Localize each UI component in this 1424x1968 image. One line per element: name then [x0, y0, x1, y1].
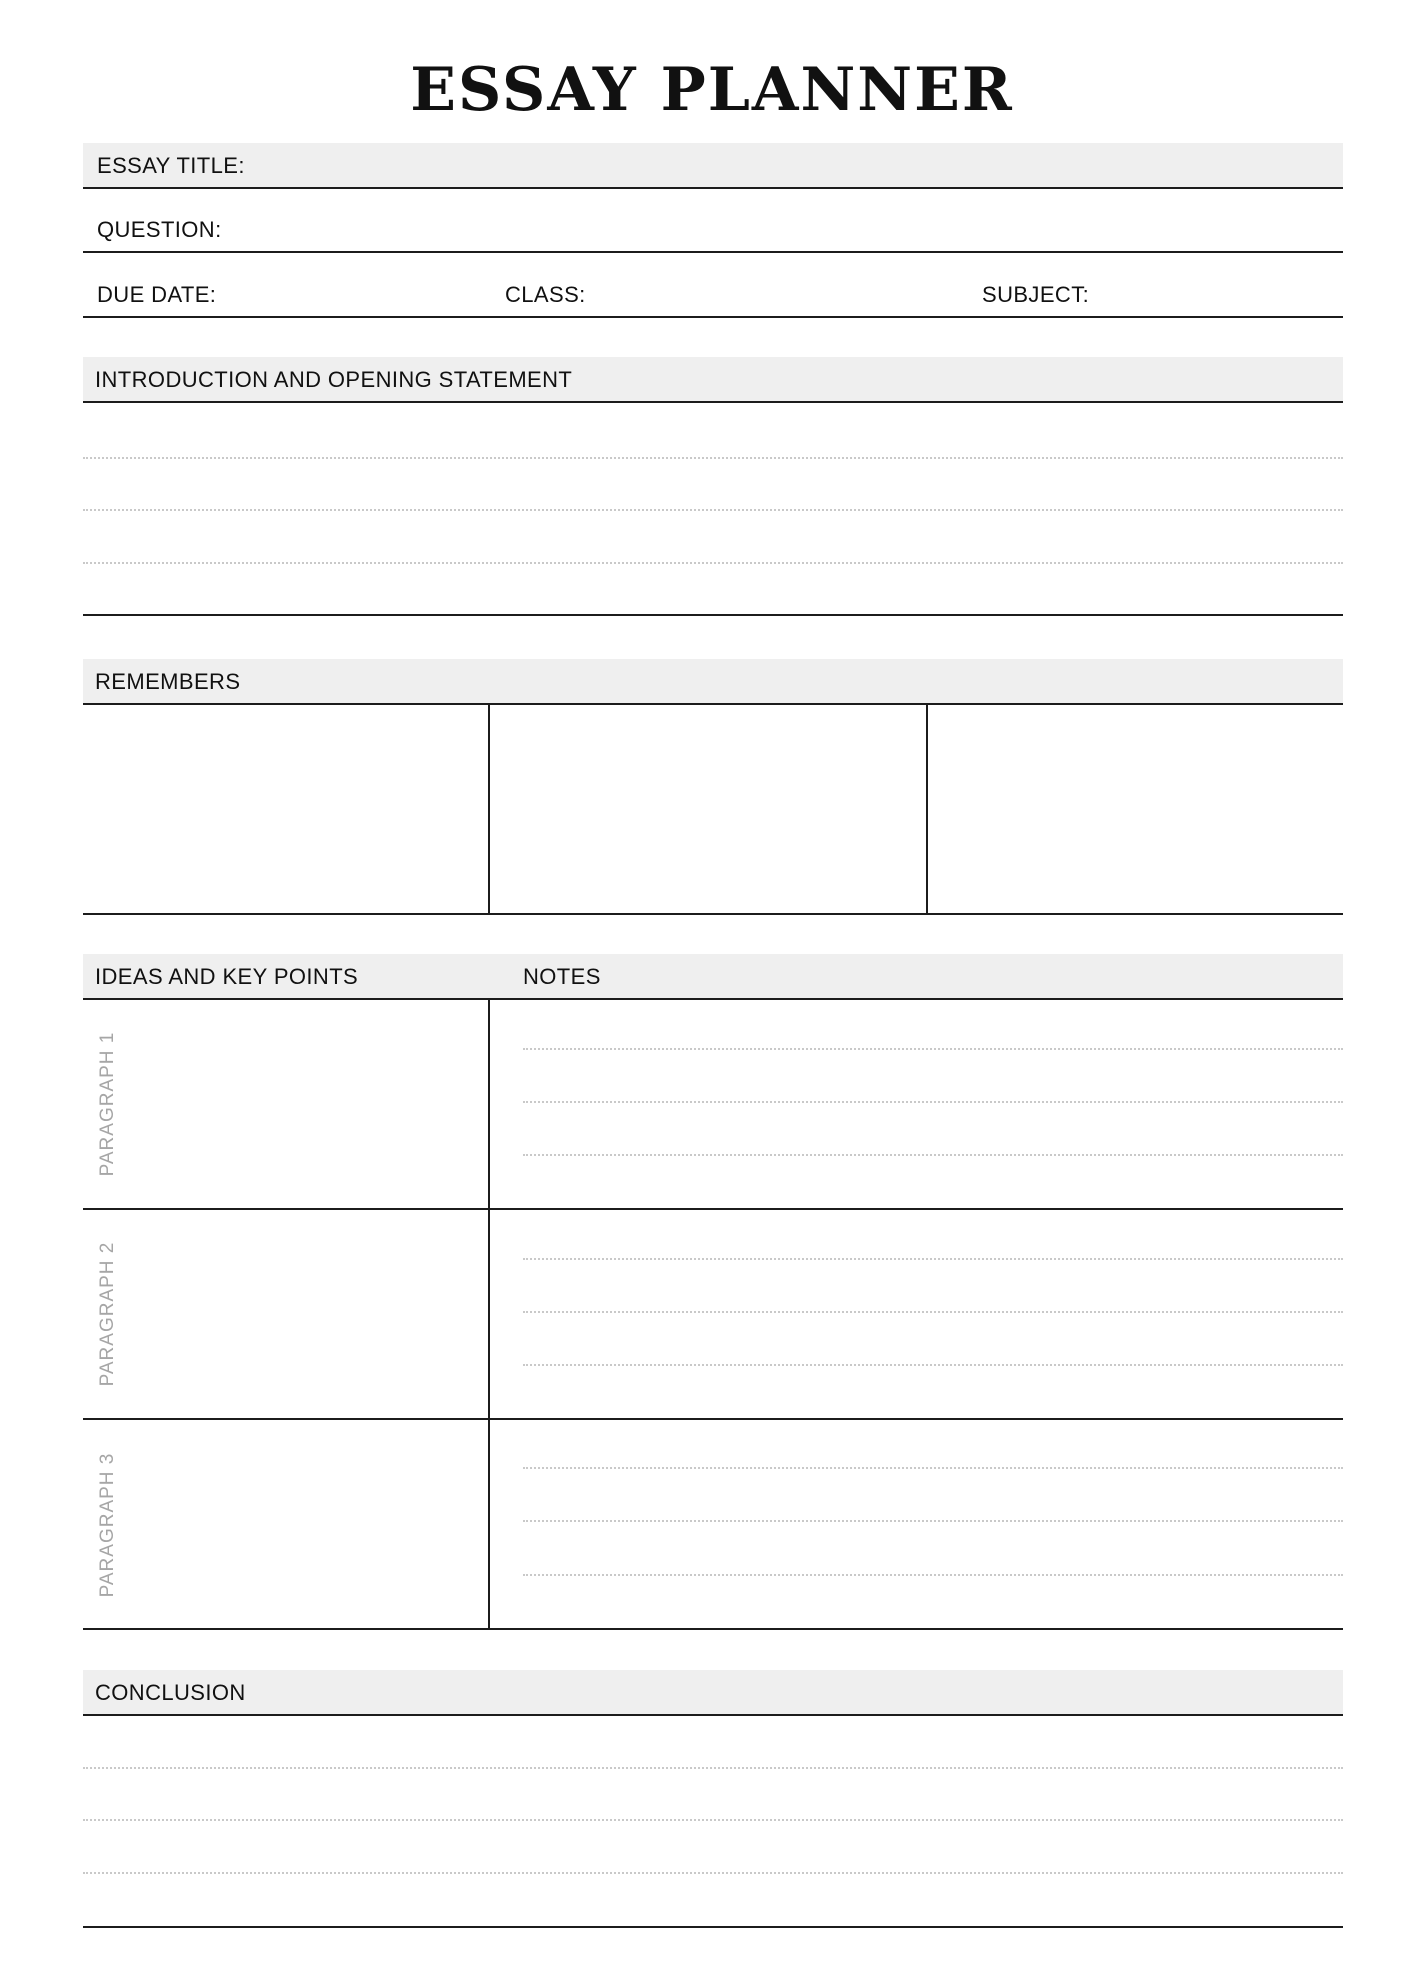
- essay-title-field[interactable]: [240, 143, 1340, 187]
- due-date-label: DUE DATE:: [97, 282, 217, 307]
- header-underline: [83, 316, 1343, 318]
- paragraph-1-dotted-line: [523, 1048, 1343, 1050]
- introduction-underline: [83, 401, 1343, 403]
- paragraph-3-dotted-line: [523, 1574, 1343, 1576]
- introduction-bottom-line: [83, 614, 1343, 616]
- paragraph-3-ideas-area[interactable]: [128, 1421, 486, 1626]
- paragraph-2-dotted-line: [523, 1364, 1343, 1366]
- subject-field[interactable]: [1090, 270, 1340, 314]
- conclusion-underline: [83, 1714, 1343, 1716]
- conclusion-heading: CONCLUSION: [95, 1680, 246, 1705]
- paragraph-1-dotted-line: [523, 1154, 1343, 1156]
- paragraph-1-dotted-line: [523, 1101, 1343, 1103]
- remembers-box-1[interactable]: [83, 706, 486, 912]
- paragraph-3-label: PARAGRAPH 3: [97, 1452, 118, 1598]
- remembers-box-2[interactable]: [491, 706, 924, 912]
- paragraph-3-bottom-line: [83, 1628, 1343, 1630]
- ideas-notes-divider: [488, 998, 490, 1628]
- question-underline: [83, 251, 1343, 253]
- introduction-dotted-line: [83, 562, 1343, 564]
- class-field[interactable]: [585, 270, 975, 314]
- conclusion-dotted-line: [83, 1872, 1343, 1874]
- paragraph-2-notes-area[interactable]: [491, 1211, 1343, 1416]
- introduction-writing-area[interactable]: [83, 404, 1343, 612]
- paragraph-2-ideas-area[interactable]: [128, 1211, 486, 1416]
- paragraph-2-dotted-line: [523, 1258, 1343, 1260]
- remembers-box-3[interactable]: [929, 706, 1343, 912]
- paragraph-1-bottom-line: [83, 1208, 1343, 1210]
- notes-heading: NOTES: [523, 964, 601, 989]
- paragraph-1-ideas-area[interactable]: [128, 1001, 486, 1206]
- introduction-dotted-line: [83, 509, 1343, 511]
- class-label: CLASS:: [505, 282, 586, 307]
- remembers-bottom-line: [83, 913, 1343, 915]
- paragraph-3-notes-area[interactable]: [491, 1421, 1343, 1626]
- paragraph-2-label: PARAGRAPH 2: [97, 1241, 118, 1387]
- remembers-heading: REMEMBERS: [95, 669, 241, 694]
- conclusion-band: [83, 1670, 1343, 1714]
- remembers-divider: [488, 703, 490, 913]
- paragraph-3-dotted-line: [523, 1467, 1343, 1469]
- question-field[interactable]: [225, 205, 1340, 249]
- conclusion-dotted-line: [83, 1819, 1343, 1821]
- subject-label: SUBJECT:: [982, 282, 1090, 307]
- paragraph-1-label: PARAGRAPH 1: [97, 1031, 118, 1177]
- paragraph-2-dotted-line: [523, 1311, 1343, 1313]
- remembers-underline: [83, 703, 1343, 705]
- paragraph-3-dotted-line: [523, 1520, 1343, 1522]
- paragraph-1-notes-area[interactable]: [491, 1001, 1343, 1206]
- paragraph-2-bottom-line: [83, 1418, 1343, 1420]
- ideas-notes-underline: [83, 998, 1343, 1000]
- introduction-heading: INTRODUCTION AND OPENING STATEMENT: [95, 367, 573, 392]
- conclusion-bottom-line: [83, 1926, 1343, 1928]
- ideas-heading: IDEAS AND KEY POINTS: [95, 964, 359, 989]
- conclusion-dotted-line: [83, 1767, 1343, 1769]
- remembers-band: [83, 659, 1343, 703]
- essay-title-label: ESSAY TITLE:: [97, 153, 245, 178]
- introduction-dotted-line: [83, 457, 1343, 459]
- due-date-field[interactable]: [222, 270, 492, 314]
- essay-title-underline: [83, 187, 1343, 189]
- page-title: ESSAY PLANNER: [410, 55, 1014, 125]
- question-label: QUESTION:: [97, 217, 222, 242]
- remembers-divider: [926, 703, 928, 913]
